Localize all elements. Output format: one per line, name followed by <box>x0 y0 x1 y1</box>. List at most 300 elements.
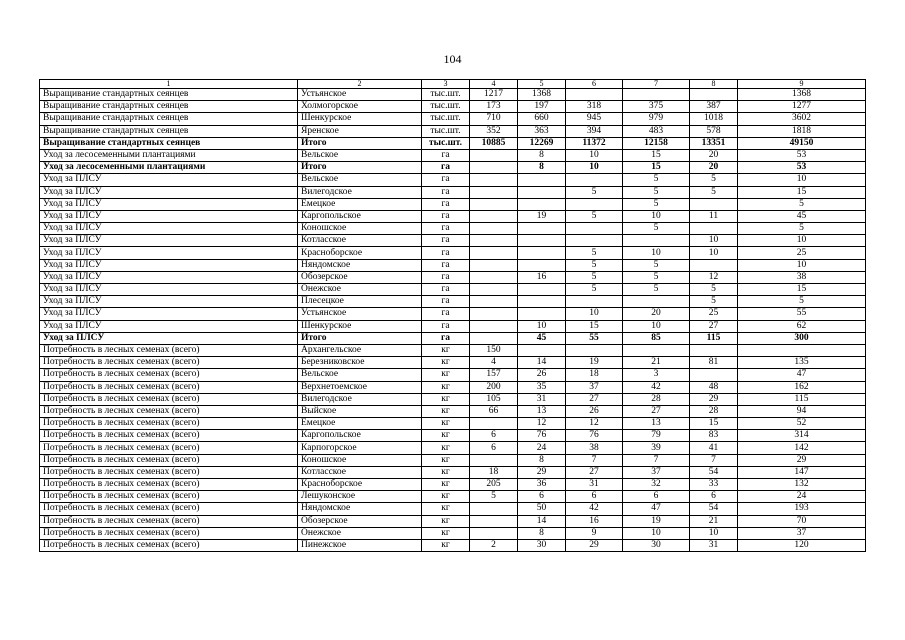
activity-cell: Потребность в лесных семенах (всего) <box>40 405 298 417</box>
value-cell: 115 <box>690 332 738 344</box>
value-cell: 19 <box>518 210 566 222</box>
value-cell <box>566 223 623 235</box>
activity-cell: Уход за лесосеменными плантациями <box>40 149 298 161</box>
unit-cell: га <box>422 320 470 332</box>
total-cell: 162 <box>738 381 866 393</box>
value-cell: 12269 <box>518 137 566 149</box>
value-cell: 1368 <box>518 89 566 101</box>
unit-cell: тыс.шт. <box>422 89 470 101</box>
total-cell: 5 <box>738 296 866 308</box>
value-cell: 41 <box>690 442 738 454</box>
total-cell: 10 <box>738 259 866 271</box>
value-cell: 5 <box>623 174 690 186</box>
total-cell: 5 <box>738 223 866 235</box>
value-cell: 205 <box>470 479 518 491</box>
value-cell: 12 <box>518 418 566 430</box>
value-cell: 945 <box>566 113 623 125</box>
value-cell: 54 <box>690 466 738 478</box>
region-cell: Онежское <box>298 284 422 296</box>
value-cell: 5 <box>690 174 738 186</box>
value-cell: 5 <box>566 284 623 296</box>
unit-cell: га <box>422 259 470 271</box>
value-cell: 15 <box>690 418 738 430</box>
value-cell: 29 <box>518 466 566 478</box>
value-cell: 150 <box>470 344 518 356</box>
table-row <box>40 430 866 442</box>
table-body <box>40 80 866 552</box>
value-cell <box>623 235 690 247</box>
region-cell: Вельское <box>298 369 422 381</box>
value-cell: 5 <box>566 247 623 259</box>
value-cell: 27 <box>566 466 623 478</box>
unit-cell: га <box>422 235 470 247</box>
value-cell: 6 <box>623 491 690 503</box>
value-cell: 33 <box>690 479 738 491</box>
total-cell: 24 <box>738 491 866 503</box>
value-cell: 36 <box>518 479 566 491</box>
table-row <box>40 284 866 296</box>
unit-cell: кг <box>422 393 470 405</box>
value-cell <box>566 198 623 210</box>
unit-cell: кг <box>422 381 470 393</box>
table-row <box>40 223 866 235</box>
value-cell <box>623 296 690 308</box>
unit-cell: тыс.шт. <box>422 125 470 137</box>
total-cell: 115 <box>738 393 866 405</box>
activity-cell: Уход за ПЛСУ <box>40 247 298 259</box>
value-cell <box>470 259 518 271</box>
value-cell: 8 <box>518 527 566 539</box>
table-row <box>40 418 866 430</box>
value-cell <box>623 89 690 101</box>
value-cell <box>470 527 518 539</box>
value-cell: 54 <box>690 503 738 515</box>
value-cell: 6 <box>566 491 623 503</box>
table-row <box>40 515 866 527</box>
region-cell: Каргопольское <box>298 210 422 222</box>
unit-cell: кг <box>422 503 470 515</box>
total-cell: 1277 <box>738 101 866 113</box>
value-cell: 10 <box>690 235 738 247</box>
activity-cell: Потребность в лесных семенах (всего) <box>40 381 298 393</box>
unit-cell: кг <box>422 466 470 478</box>
value-cell: 1018 <box>690 113 738 125</box>
value-cell: 42 <box>623 381 690 393</box>
unit-cell: га <box>422 271 470 283</box>
value-cell: 27 <box>690 320 738 332</box>
value-cell: 6 <box>470 430 518 442</box>
value-cell <box>470 332 518 344</box>
region-cell: Яренское <box>298 125 422 137</box>
value-cell: 8 <box>518 149 566 161</box>
value-cell <box>690 223 738 235</box>
table-row <box>40 101 866 113</box>
value-cell: 157 <box>470 369 518 381</box>
table-row <box>40 479 866 491</box>
value-cell: 387 <box>690 101 738 113</box>
value-cell <box>470 186 518 198</box>
column-number-cell: 2 <box>298 80 422 89</box>
total-cell: 300 <box>738 332 866 344</box>
value-cell: 5 <box>623 223 690 235</box>
region-cell: Пинежское <box>298 539 422 551</box>
value-cell: 26 <box>566 405 623 417</box>
value-cell <box>518 174 566 186</box>
value-cell: 197 <box>518 101 566 113</box>
value-cell: 1217 <box>470 89 518 101</box>
region-cell: Красноборское <box>298 247 422 259</box>
total-cell: 29 <box>738 454 866 466</box>
region-cell: Шенкурское <box>298 320 422 332</box>
data-table <box>39 79 866 552</box>
value-cell: 13351 <box>690 137 738 149</box>
value-cell: 5 <box>566 186 623 198</box>
total-cell: 53 <box>738 149 866 161</box>
unit-cell: тыс.шт. <box>422 137 470 149</box>
value-cell <box>690 198 738 210</box>
value-cell <box>470 454 518 466</box>
total-cell: 38 <box>738 271 866 283</box>
value-cell: 7 <box>623 454 690 466</box>
total-cell: 135 <box>738 357 866 369</box>
total-cell: 5 <box>738 198 866 210</box>
unit-cell: кг <box>422 515 470 527</box>
value-cell: 20 <box>690 149 738 161</box>
table-row <box>40 259 866 271</box>
activity-cell: Потребность в лесных семенах (всего) <box>40 466 298 478</box>
value-cell: 10 <box>566 162 623 174</box>
region-cell: Холмогорское <box>298 101 422 113</box>
value-cell: 5 <box>623 259 690 271</box>
activity-cell: Потребность в лесных семенах (всего) <box>40 491 298 503</box>
value-cell <box>470 162 518 174</box>
activity-cell: Потребность в лесных семенах (всего) <box>40 418 298 430</box>
value-cell: 28 <box>623 393 690 405</box>
value-cell: 45 <box>518 332 566 344</box>
activity-cell: Уход за ПЛСУ <box>40 271 298 283</box>
column-number-cell: 1 <box>40 80 298 89</box>
value-cell <box>470 320 518 332</box>
value-cell: 710 <box>470 113 518 125</box>
value-cell: 24 <box>518 442 566 454</box>
region-cell: Березниковское <box>298 357 422 369</box>
page-number: 104 <box>443 52 462 66</box>
value-cell: 483 <box>623 125 690 137</box>
value-cell: 31 <box>690 539 738 551</box>
unit-cell: тыс.шт. <box>422 101 470 113</box>
value-cell <box>470 235 518 247</box>
value-cell: 76 <box>518 430 566 442</box>
value-cell: 37 <box>623 466 690 478</box>
total-cell: 25 <box>738 247 866 259</box>
activity-cell: Уход за ПЛСУ <box>40 198 298 210</box>
value-cell: 363 <box>518 125 566 137</box>
value-cell: 10 <box>566 149 623 161</box>
value-cell: 39 <box>623 442 690 454</box>
total-cell: 49150 <box>738 137 866 149</box>
value-cell: 35 <box>518 381 566 393</box>
table-row <box>40 271 866 283</box>
value-cell <box>470 503 518 515</box>
total-cell: 1368 <box>738 89 866 101</box>
value-cell: 660 <box>518 113 566 125</box>
value-cell: 5 <box>623 198 690 210</box>
value-cell: 18 <box>566 369 623 381</box>
value-cell: 4 <box>470 357 518 369</box>
value-cell: 105 <box>470 393 518 405</box>
activity-cell: Уход за ПЛСУ <box>40 186 298 198</box>
unit-cell: тыс.шт. <box>422 113 470 125</box>
activity-cell: Потребность в лесных семенах (всего) <box>40 454 298 466</box>
unit-cell: га <box>422 162 470 174</box>
table-row <box>40 247 866 259</box>
value-cell: 30 <box>623 539 690 551</box>
column-number-cell: 7 <box>623 80 690 89</box>
region-cell: Емецкое <box>298 418 422 430</box>
region-cell: Обозерское <box>298 515 422 527</box>
value-cell: 5 <box>566 271 623 283</box>
value-cell: 10885 <box>470 137 518 149</box>
value-cell: 19 <box>623 515 690 527</box>
value-cell: 10 <box>623 247 690 259</box>
unit-cell: кг <box>422 405 470 417</box>
table-row <box>40 491 866 503</box>
value-cell: 27 <box>623 405 690 417</box>
value-cell: 10 <box>623 210 690 222</box>
table-row <box>40 357 866 369</box>
value-cell <box>470 296 518 308</box>
value-cell: 30 <box>518 539 566 551</box>
value-cell: 38 <box>566 442 623 454</box>
value-cell: 18 <box>470 466 518 478</box>
value-cell: 7 <box>690 454 738 466</box>
value-cell: 48 <box>690 381 738 393</box>
total-cell: 47 <box>738 369 866 381</box>
unit-cell: га <box>422 149 470 161</box>
total-cell: 94 <box>738 405 866 417</box>
value-cell: 76 <box>566 430 623 442</box>
region-cell: Коношское <box>298 223 422 235</box>
activity-cell: Потребность в лесных семенах (всего) <box>40 479 298 491</box>
value-cell <box>518 198 566 210</box>
column-number-row <box>40 80 866 89</box>
value-cell <box>518 259 566 271</box>
region-cell: Устьянское <box>298 89 422 101</box>
unit-cell: га <box>422 332 470 344</box>
unit-cell: кг <box>422 344 470 356</box>
value-cell: 26 <box>518 369 566 381</box>
table-row <box>40 89 866 101</box>
value-cell: 66 <box>470 405 518 417</box>
value-cell: 81 <box>690 357 738 369</box>
activity-cell: Уход за ПЛСУ <box>40 235 298 247</box>
value-cell: 31 <box>566 479 623 491</box>
column-number-cell: 9 <box>738 80 866 89</box>
value-cell: 47 <box>623 503 690 515</box>
table-row <box>40 454 866 466</box>
region-cell: Плесецкое <box>298 296 422 308</box>
table-row <box>40 296 866 308</box>
activity-cell: Уход за ПЛСУ <box>40 174 298 186</box>
region-cell: Шенкурское <box>298 113 422 125</box>
table-row <box>40 466 866 478</box>
value-cell: 5 <box>566 259 623 271</box>
value-cell: 12 <box>690 271 738 283</box>
value-cell <box>518 223 566 235</box>
region-cell: Обозерское <box>298 271 422 283</box>
activity-cell: Уход за ПЛСУ <box>40 320 298 332</box>
table-row <box>40 527 866 539</box>
total-row <box>40 332 866 344</box>
total-cell: 45 <box>738 210 866 222</box>
table-row <box>40 320 866 332</box>
value-cell: 10 <box>690 247 738 259</box>
value-cell: 173 <box>470 101 518 113</box>
total-cell: 10 <box>738 235 866 247</box>
region-cell: Няндомское <box>298 503 422 515</box>
region-cell: Котласское <box>298 466 422 478</box>
value-cell <box>566 235 623 247</box>
value-cell <box>518 308 566 320</box>
value-cell: 28 <box>690 405 738 417</box>
activity-cell: Уход за ПЛСУ <box>40 284 298 296</box>
unit-cell: кг <box>422 418 470 430</box>
value-cell: 14 <box>518 357 566 369</box>
activity-cell: Выращивание стандартных сеянцев <box>40 113 298 125</box>
value-cell <box>566 174 623 186</box>
value-cell <box>566 344 623 356</box>
region-cell: Котласское <box>298 235 422 247</box>
value-cell: 375 <box>623 101 690 113</box>
value-cell: 31 <box>518 393 566 405</box>
value-cell: 5 <box>623 284 690 296</box>
value-cell: 10 <box>566 308 623 320</box>
value-cell: 6 <box>470 442 518 454</box>
activity-cell: Потребность в лесных семенах (всего) <box>40 442 298 454</box>
table-row <box>40 125 866 137</box>
unit-cell: кг <box>422 369 470 381</box>
table-row <box>40 344 866 356</box>
value-cell: 2 <box>470 539 518 551</box>
value-cell: 12 <box>566 418 623 430</box>
column-number-cell: 5 <box>518 80 566 89</box>
total-cell: 15 <box>738 186 866 198</box>
unit-cell: кг <box>422 454 470 466</box>
total-cell: 120 <box>738 539 866 551</box>
activity-cell: Потребность в лесных семенах (всего) <box>40 344 298 356</box>
unit-cell: кг <box>422 430 470 442</box>
total-cell: 132 <box>738 479 866 491</box>
table-row <box>40 149 866 161</box>
activity-cell: Выращивание стандартных сеянцев <box>40 137 298 149</box>
value-cell <box>470 174 518 186</box>
total-cell: 55 <box>738 308 866 320</box>
value-cell <box>470 418 518 430</box>
value-cell: 19 <box>566 357 623 369</box>
region-cell: Емецкое <box>298 198 422 210</box>
unit-cell: га <box>422 296 470 308</box>
value-cell: 25 <box>690 308 738 320</box>
activity-cell: Потребность в лесных семенах (всего) <box>40 393 298 405</box>
activity-cell: Потребность в лесных семенах (всего) <box>40 357 298 369</box>
value-cell: 979 <box>623 113 690 125</box>
value-cell <box>470 223 518 235</box>
unit-cell: кг <box>422 539 470 551</box>
activity-cell: Уход за ПЛСУ <box>40 308 298 320</box>
value-cell: 16 <box>518 271 566 283</box>
value-cell <box>623 344 690 356</box>
value-cell <box>518 284 566 296</box>
column-number-cell: 8 <box>690 80 738 89</box>
unit-cell: кг <box>422 442 470 454</box>
region-cell: Карпогорское <box>298 442 422 454</box>
value-cell: 5 <box>470 491 518 503</box>
total-cell: 15 <box>738 284 866 296</box>
total-cell: 3602 <box>738 113 866 125</box>
total-cell <box>738 344 866 356</box>
value-cell: 5 <box>690 296 738 308</box>
value-cell: 27 <box>566 393 623 405</box>
value-cell: 21 <box>690 515 738 527</box>
value-cell: 32 <box>623 479 690 491</box>
value-cell: 5 <box>623 186 690 198</box>
value-cell: 10 <box>690 527 738 539</box>
value-cell: 578 <box>690 125 738 137</box>
value-cell: 79 <box>623 430 690 442</box>
activity-cell: Выращивание стандартных сеянцев <box>40 101 298 113</box>
activity-cell: Уход за ПЛСУ <box>40 332 298 344</box>
total-cell: 1818 <box>738 125 866 137</box>
value-cell: 7 <box>566 454 623 466</box>
region-cell: Вельское <box>298 174 422 186</box>
region-cell: Вилегодское <box>298 186 422 198</box>
unit-cell: га <box>422 198 470 210</box>
value-cell: 8 <box>518 162 566 174</box>
region-cell: Вилегодское <box>298 393 422 405</box>
activity-cell: Выращивание стандартных сеянцев <box>40 89 298 101</box>
value-cell: 85 <box>623 332 690 344</box>
value-cell: 352 <box>470 125 518 137</box>
total-cell: 62 <box>738 320 866 332</box>
value-cell: 20 <box>623 308 690 320</box>
value-cell: 21 <box>623 357 690 369</box>
region-cell: Каргопольское <box>298 430 422 442</box>
total-cell: 70 <box>738 515 866 527</box>
value-cell: 15 <box>566 320 623 332</box>
region-cell: Итого <box>298 137 422 149</box>
value-cell: 11372 <box>566 137 623 149</box>
region-cell: Лешуконское <box>298 491 422 503</box>
table-row <box>40 198 866 210</box>
activity-cell: Уход за ПЛСУ <box>40 210 298 222</box>
activity-cell: Потребность в лесных семенах (всего) <box>40 503 298 515</box>
value-cell: 42 <box>566 503 623 515</box>
value-cell: 37 <box>566 381 623 393</box>
value-cell: 6 <box>690 491 738 503</box>
table-row <box>40 503 866 515</box>
value-cell: 29 <box>690 393 738 405</box>
column-number-cell: 4 <box>470 80 518 89</box>
region-cell: Архангельское <box>298 344 422 356</box>
activity-cell: Выращивание стандартных сеянцев <box>40 125 298 137</box>
table-row <box>40 186 866 198</box>
region-cell: Верхнетоемское <box>298 381 422 393</box>
table-row <box>40 381 866 393</box>
value-cell: 394 <box>566 125 623 137</box>
table-row <box>40 393 866 405</box>
unit-cell: га <box>422 210 470 222</box>
unit-cell: га <box>422 308 470 320</box>
